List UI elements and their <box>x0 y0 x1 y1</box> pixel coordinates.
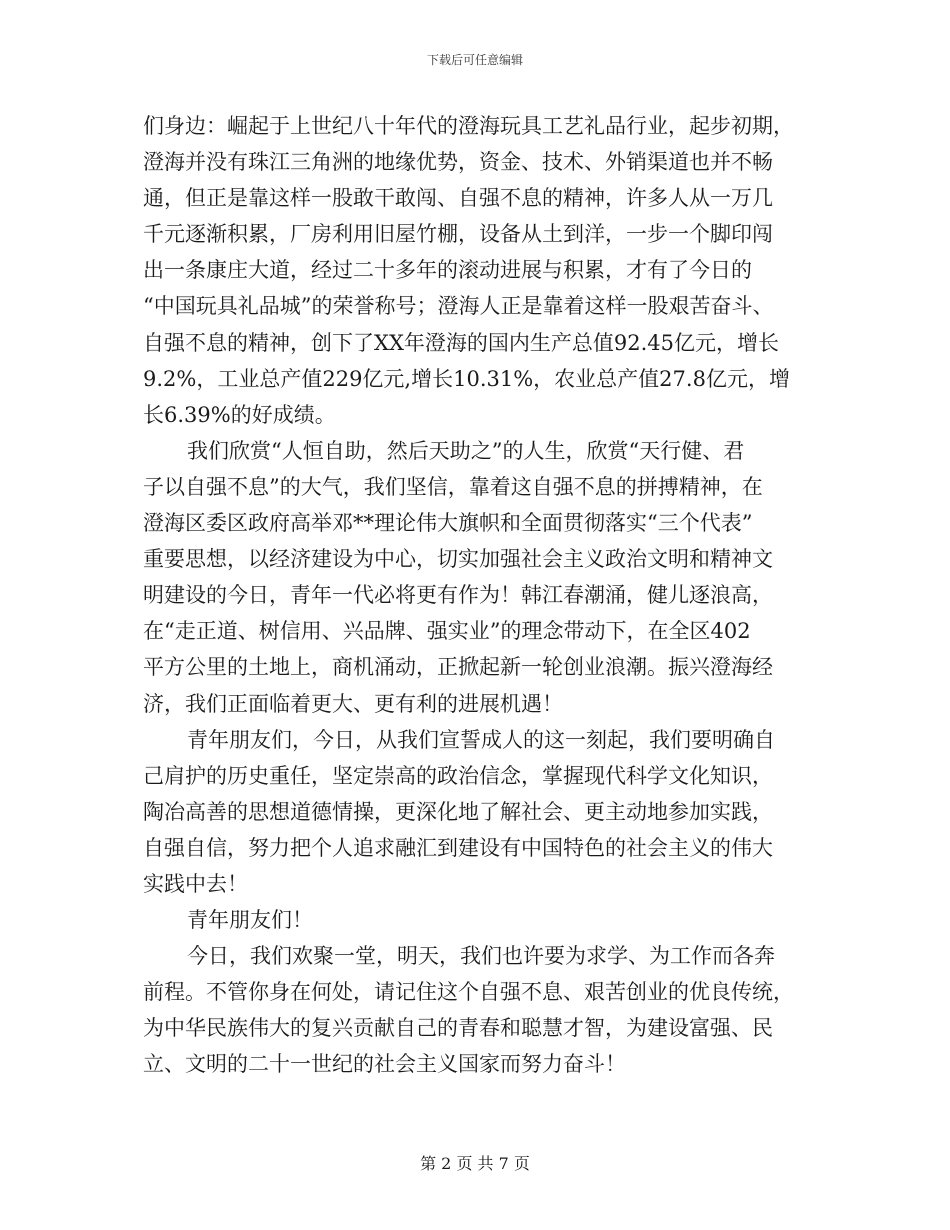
paragraph-first-line: 我们欣赏“人恒自助，然后天助之”的人生，欣赏“天行健、君 <box>187 438 745 463</box>
text-line: 平方公里的土地上，商机涌动，正掀起新一轮创业浪潮。振兴澄海经 <box>143 655 773 680</box>
text-line: 陶冶高善的思想道德情操，更深化地了解社会、更主动地参加实践， <box>143 799 773 824</box>
text-line: 在“走正道、树信用、兴品牌、强实业”的理念带动下，在全区402 <box>143 619 751 644</box>
text-line: 实践中去！ <box>143 871 248 896</box>
page-header-note: 下载后可任意编辑 <box>426 53 523 67</box>
text-line: 明建设的今日，青年一代必将更有作为！韩江春潮涌，健儿逐浪高， <box>143 583 773 608</box>
page-number: 第 2 页 共 7 页 <box>420 1154 530 1173</box>
text-line: 济，我们正面临着更大、更有利的进展机遇！ <box>143 691 563 716</box>
text-line: 长6.39%的好成绩。 <box>143 402 336 427</box>
text-line: 立、文明的二十一世纪的社会主义国家而努力奋斗！ <box>143 1052 626 1077</box>
text-line: 澄海区委区政府高举邓**理论伟大旗帜和全面贯彻落实“三个代表” <box>143 511 753 536</box>
text-line: 为中华民族伟大的复兴贡献自己的青春和聪慧才智，为建设富强、民 <box>143 1016 773 1041</box>
text-line: “中国玩具礼品城”的荣誉称号；澄海人正是靠着这样一股艰苦奋斗、 <box>143 294 774 319</box>
text-line: 前程。不管你身在何处，请记住这个自强不息、艰苦创业的优良传统， <box>143 980 794 1005</box>
text-line: 们身边：崛起于上世纪八十年代的澄海玩具工艺礼品行业，起步初期， <box>143 114 794 138</box>
text-line: 出一条康庄大道，经过二十多年的滚动进展与积累，才有了今日的 <box>143 258 752 283</box>
text-line: 子以自强不息”的大气，我们坚信，靠着这自强不息的拼搏精神，在 <box>143 474 763 499</box>
text-line: 自强自信，努力把个人追求融汇到建设有中国特色的社会主义的伟大 <box>143 835 773 860</box>
text-line: 自强不息的精神，创下了XX年澄海的国内生产总值92.45亿元，增长 <box>143 330 780 355</box>
paragraph-first-line: 今日，我们欢聚一堂，明天，我们也许要为求学、为工作而各奔 <box>187 944 775 969</box>
text-line: 重要思想，以经济建设为中心，切实加强社会主义政治文明和精神文 <box>143 547 773 572</box>
text-line: 己肩护的历史重任，坚定崇高的政治信念，掌握现代科学文化知识， <box>143 763 773 788</box>
text-line: 通，但正是靠这样一股敢干敢闯、自强不息的精神，许多人从一万几 <box>143 186 773 211</box>
text-line: 9.2%，工业总产值229亿元,增长10.31%，农业总产值27.8亿元，增 <box>143 366 790 391</box>
paragraph-first-line: 青年朋友们，今日，从我们宣誓成人的这一刻起，我们要明确自 <box>187 727 775 752</box>
text-line: 澄海并没有珠江三角洲的地缘优势，资金、技术、外销渠道也并不畅 <box>143 150 773 175</box>
text-line: 千元逐渐积累，厂房利用旧屋竹棚，设备从土到洋，一步一个脚印闯 <box>143 222 773 247</box>
paragraph-first-line: 青年朋友们！ <box>187 908 313 933</box>
document-body <box>143 108 803 1083</box>
